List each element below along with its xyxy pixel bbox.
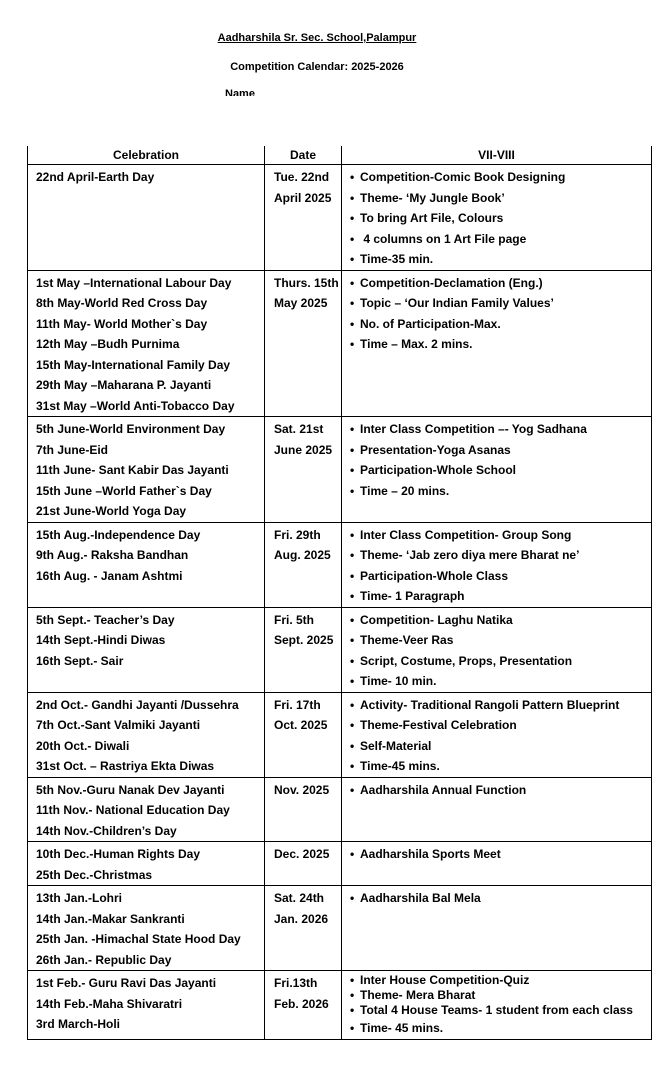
celebration-item: 10th Dec.-Human Rights Day: [36, 847, 201, 861]
celebration-item: 14th Feb.-Maha Shivaratri: [36, 996, 183, 1011]
celebration-cell: [28, 886, 265, 971]
detail-item: • Theme-Veer Ras: [350, 630, 651, 651]
detail-item: • Theme-Festival Celebration: [350, 715, 651, 736]
bullet-icon: •: [350, 759, 355, 773]
celebration-item: 1st May –International Labour Day: [36, 275, 232, 290]
detail-item: • Inter Class Competition- Group Song: [350, 525, 651, 546]
date-line: Aug. 2025: [274, 548, 331, 562]
celebration-item: 2nd Oct.- Gandhi Jayanti /Dussehra: [36, 697, 239, 712]
detail-item: • Time- 45 mins.: [350, 1018, 651, 1039]
celebration-item: 9th Aug.- Raksha Bandhan: [36, 548, 189, 562]
details-cell: [342, 417, 652, 523]
school-name: Aadharshila Sr. Sec. School,Palampur: [217, 32, 417, 44]
celebration-item: 25th Dec.-Christmas: [36, 867, 153, 882]
celebration-cell: [28, 607, 265, 692]
celebration-cell: [28, 165, 265, 271]
bullet-icon: •: [350, 718, 355, 732]
celebration-item: 5th June-World Environment Day: [36, 422, 226, 436]
celebration-item: 26th Jan.- Republic Day: [36, 952, 172, 967]
celebration-item: 7th Oct.-Sant Valmiki Jayanti: [36, 718, 201, 732]
bullet-icon: •: [350, 988, 355, 1002]
detail-item: • Script, Costume, Props, Presentation: [350, 651, 651, 672]
table-row: [28, 165, 652, 271]
date-cell: [265, 692, 342, 777]
date-line: Sat. 21st: [274, 422, 324, 436]
bullet-icon: •: [350, 568, 355, 583]
celebration-item: 15th June –World Father`s Day: [36, 483, 212, 498]
celebration-item: 1st Feb.- Guru Ravi Das Jayanti: [36, 976, 217, 990]
table-header-row: [28, 146, 652, 165]
bullet-icon: •: [350, 527, 355, 542]
date-line: Sat. 24th: [274, 891, 325, 905]
detail-item: • Competition-Declamation (Eng.): [350, 273, 651, 294]
details-cell: [342, 842, 652, 886]
table-row: [28, 692, 652, 777]
celebration-item: 31st Oct. – Rastriya Ekta Diwas: [36, 759, 215, 773]
celebration-item: 3rd March-Holi: [36, 1017, 121, 1031]
date-line: May 2025: [274, 296, 328, 310]
date-line: April 2025: [274, 190, 332, 205]
date-cell: [265, 971, 342, 1040]
details-cell: [342, 886, 652, 971]
celebration-item: 5th Sept.- Teacher’s Day: [36, 612, 175, 627]
celebration-item: 25th Jan. -Himachal State Hood Day: [36, 932, 241, 946]
celebration-item: 15th May-International Family Day: [36, 357, 231, 372]
date-line: Thurs. 15th: [274, 275, 339, 290]
bullet-icon: •: [350, 422, 355, 436]
header-celebration: Celebration: [28, 146, 265, 165]
date-line: Jan. 2026: [274, 911, 329, 926]
bullet-icon: •: [350, 316, 355, 331]
bullet-icon: •: [350, 170, 355, 184]
detail-item: • 4 columns on 1 Art File page: [350, 229, 651, 250]
date-cell: [265, 886, 342, 971]
bullet-icon: •: [350, 653, 355, 668]
detail-item: • Theme- Mera Bharat: [350, 988, 476, 1002]
bullet-icon: •: [350, 1021, 355, 1035]
bullet-icon: •: [350, 442, 355, 457]
details-cell: [342, 971, 652, 1040]
celebration-item: 15th Aug.-Independence Day: [36, 527, 201, 542]
table-row: [28, 842, 652, 886]
celebration-item: 11th June- Sant Kabir Das Jayanti: [36, 463, 229, 477]
celebration-item: 11th May- World Mother`s Day: [36, 316, 208, 331]
table-row: [28, 777, 652, 842]
date-line: Oct. 2025: [274, 718, 328, 732]
header-class: VII-VIII: [342, 146, 652, 165]
detail-item: • Theme- ‘Jab zero diya mere Bharat ne’: [350, 545, 651, 566]
table-row: [28, 417, 652, 523]
detail-item: • Participation-Whole School: [350, 460, 651, 481]
bullet-icon: •: [350, 252, 355, 266]
bullet-icon: •: [350, 633, 355, 647]
detail-item: • Aadharshila Bal Mela: [350, 888, 651, 909]
details-cell: [342, 165, 652, 271]
date-cell: [265, 417, 342, 523]
celebration-item: 13th Jan.-Lohri: [36, 891, 123, 905]
detail-item: • Activity- Traditional Rangoli Pattern Blueprint: [350, 695, 651, 716]
celebration-item: 21st June-World Yoga Day: [36, 504, 187, 518]
celebration-item: 16th Sept.- Sair: [36, 653, 124, 668]
header-date: Date: [265, 146, 342, 165]
bullet-icon: •: [350, 296, 355, 310]
bullet-icon: •: [350, 782, 355, 797]
date-line: June 2025: [274, 442, 333, 457]
table-row: [28, 522, 652, 607]
date-cell: [265, 607, 342, 692]
detail-item: • Time- 1 Paragraph: [350, 586, 651, 607]
table-row: [28, 607, 652, 692]
detail-item: • Competition-Comic Book Designing: [350, 167, 651, 188]
details-cell: [342, 607, 652, 692]
bullet-icon: •: [350, 612, 355, 627]
detail-item: • Theme- ‘My Jungle Book’: [350, 188, 651, 209]
celebration-cell: [28, 971, 265, 1040]
detail-item: • Inter Class Competition –- Yog Sadhana: [350, 419, 651, 440]
date-line: Fri. 29th: [274, 527, 321, 542]
detail-item: • Presentation-Yoga Asanas: [350, 440, 651, 461]
detail-item: • Competition- Laghu Natika: [350, 610, 651, 631]
bullet-icon: •: [350, 589, 355, 603]
bullet-icon: •: [350, 1003, 355, 1017]
bullet-icon: •: [350, 337, 355, 351]
bullet-icon: •: [350, 211, 355, 225]
celebration-cell: [28, 692, 265, 777]
celebration-item: 31st May –World Anti-Tobacco Day: [36, 398, 235, 413]
details-cell: [342, 692, 652, 777]
bullet-icon: •: [350, 190, 355, 205]
competition-calendar-table: [27, 146, 652, 1040]
detail-item: • Aadharshila Sports Meet: [350, 844, 651, 865]
celebration-cell: [28, 270, 265, 417]
bullet-icon: •: [350, 231, 355, 246]
bullet-icon: •: [350, 275, 355, 290]
detail-item: • Time – Max. 2 mins.: [350, 334, 651, 355]
date-line: Dec. 2025: [274, 847, 330, 861]
detail-item: • Participation-Whole Class: [350, 566, 651, 587]
bullet-icon: •: [350, 738, 355, 753]
celebration-item: 12th May –Budh Purnima: [36, 337, 180, 351]
bullet-icon: •: [350, 483, 355, 498]
name-label: Name: [225, 88, 255, 96]
date-cell: [265, 270, 342, 417]
bullet-icon: •: [350, 847, 355, 861]
date-cell: [265, 777, 342, 842]
celebration-item: 7th June-Eid: [36, 442, 109, 457]
celebration-item: 16th Aug. - Janam Ashtmi: [36, 568, 183, 583]
date-cell: [265, 842, 342, 886]
detail-item: • Time-45 mins.: [350, 756, 651, 777]
detail-item: • Time – 20 mins.: [350, 481, 651, 502]
details-cell: [342, 270, 652, 417]
detail-item: • Inter House Competition-Quiz: [350, 973, 530, 987]
details-cell: [342, 777, 652, 842]
celebration-item: 14th Nov.-Children’s Day: [36, 823, 177, 838]
date-line: Fri. 5th: [274, 612, 315, 627]
detail-item: • Aadharshila Annual Function: [350, 780, 651, 801]
celebration-item: 14th Sept.-Hindi Diwas: [36, 633, 166, 647]
celebration-item: 5th Nov.-Guru Nanak Dev Jayanti: [36, 782, 225, 797]
celebration-item: 20th Oct.- Diwali: [36, 738, 130, 753]
date-cell: [265, 165, 342, 271]
celebration-item: 11th Nov.- National Education Day: [36, 803, 230, 817]
date-line: Fri. 17th: [274, 697, 321, 712]
celebration-cell: [28, 522, 265, 607]
details-cell: [342, 522, 652, 607]
celebration-item: 14th Jan.-Makar Sankranti: [36, 911, 185, 926]
celebration-item: 29th May –Maharana P. Jayanti: [36, 378, 212, 392]
bullet-icon: •: [350, 891, 355, 905]
celebration-item: 8th May-World Red Cross Day: [36, 296, 208, 310]
celebration-item: 22nd April-Earth Day: [36, 170, 155, 184]
bullet-icon: •: [350, 548, 355, 562]
table-row: [28, 971, 652, 1040]
table-row: [28, 886, 652, 971]
celebration-cell: [28, 777, 265, 842]
bullet-icon: •: [350, 973, 355, 987]
date-cell: [265, 522, 342, 607]
detail-item: • Time- 10 min.: [350, 671, 651, 692]
celebration-cell: [28, 842, 265, 886]
detail-item: • Self-Material: [350, 736, 651, 757]
date-line: Nov. 2025: [274, 782, 330, 797]
calendar-title: Competition Calendar: 2025-2026: [230, 61, 404, 73]
detail-item: • Total 4 House Teams- 1 student from each class: [350, 1003, 633, 1017]
date-line: Tue. 22nd: [274, 170, 330, 184]
table-row: [28, 270, 652, 417]
bullet-icon: •: [350, 463, 355, 477]
bullet-icon: •: [350, 674, 355, 688]
celebration-cell: [28, 417, 265, 523]
detail-item: • No. of Participation-Max.: [350, 314, 651, 335]
bullet-icon: •: [350, 697, 355, 712]
detail-item: • Time-35 min.: [350, 249, 651, 270]
date-line: Feb. 2026: [274, 996, 329, 1011]
date-line: Sept. 2025: [274, 633, 334, 647]
detail-item: • To bring Art File, Colours: [350, 208, 651, 229]
detail-item: • Topic – ‘Our Indian Family Values’: [350, 293, 651, 314]
date-line: Fri.13th: [274, 976, 318, 990]
